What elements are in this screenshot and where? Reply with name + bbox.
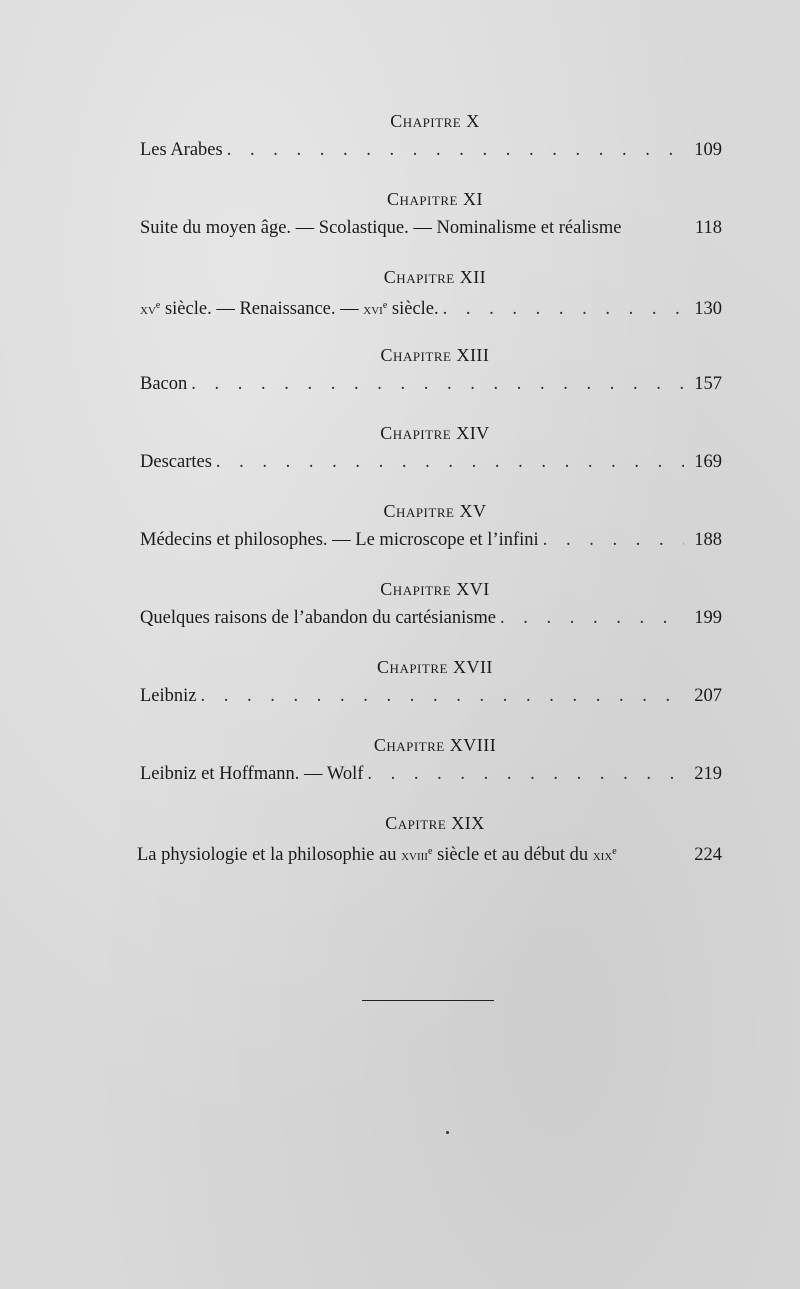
page-number: 157 <box>694 374 722 394</box>
toc-entry <box>140 748 722 800</box>
toc-chapter <box>140 732 722 810</box>
ink-speck <box>446 1131 449 1134</box>
page-number: 224 <box>694 845 722 865</box>
entry-title: $xv^e$ siècle. — Renaissance. — xvi$^e$ siècle. <box>140 299 439 319</box>
toc-chapter <box>140 420 722 498</box>
toc-chapter <box>140 108 722 186</box>
toc-entry <box>140 202 722 254</box>
dot-leader <box>216 436 684 488</box>
dot-leader <box>227 124 684 176</box>
entry-title: Bacon <box>140 374 188 394</box>
toc-chapter <box>137 810 722 888</box>
toc-entry <box>140 436 722 488</box>
chapter-heading: Chapitre XVII <box>377 657 493 677</box>
page-number: 207 <box>694 686 722 706</box>
toc-entry <box>140 358 722 410</box>
toc-entry <box>140 670 722 722</box>
toc-chapter <box>140 576 722 654</box>
chapter-heading: Chapitre XV <box>383 501 487 521</box>
toc-chapter <box>140 654 722 732</box>
toc-entry <box>140 592 722 644</box>
toc-chapter <box>140 498 722 576</box>
entry-title: Leibniz et Hoffmann. — Wolf <box>140 764 364 784</box>
chapter-heading: Chapitre XVI <box>380 579 490 599</box>
dot-leader <box>543 514 684 566</box>
page-number: 118 <box>694 218 722 238</box>
entry-title: Suite du moyen âge. — Scolastique. — Nominalisme et réalisme <box>140 218 622 238</box>
page-number: 199 <box>694 608 722 628</box>
page-number: 109 <box>694 140 722 160</box>
dot-leader <box>443 283 684 335</box>
chapter-heading: Chapitre XI <box>387 189 483 209</box>
chapter-heading: Chapitre XIII <box>380 345 490 365</box>
chapter-heading: Chapitre X <box>390 111 480 131</box>
chapter-heading: Chapitre XII <box>383 267 487 287</box>
toc-chapter <box>140 264 722 342</box>
toc-chapter <box>140 186 722 264</box>
entry-title: Médecins et philosophes. — Le microscope et l’infini <box>140 530 539 550</box>
entry-title: Descartes <box>140 452 212 472</box>
chapter-heading: Chapitre XIV <box>380 423 490 443</box>
toc-entry <box>137 826 722 878</box>
closing-rule <box>362 1000 494 1001</box>
page-number: 169 <box>694 452 722 472</box>
chapter-heading: Chapitre XVIII <box>373 735 497 755</box>
toc-entry <box>140 280 722 332</box>
toc-chapter <box>140 342 722 420</box>
page-number: 130 <box>694 299 722 319</box>
table-of-contents <box>137 108 722 888</box>
entry-title: Leibniz <box>140 686 197 706</box>
page-number: 188 <box>694 530 722 550</box>
toc-entry <box>140 514 722 566</box>
entry-title: Quelques raisons de l’abandon du cartésianisme <box>140 608 497 628</box>
page-number: 219 <box>694 764 722 784</box>
chapter-heading: Capitre XIX <box>385 813 485 833</box>
dot-leader <box>367 748 684 800</box>
dot-leader <box>500 592 684 644</box>
entry-title: La physiologie et la philosophie au xviii$^e$ siècle et au début du xix$^e$ <box>137 845 617 865</box>
toc-entry <box>140 124 722 176</box>
dot-leader <box>191 358 684 410</box>
entry-title: Les Arabes <box>140 140 223 160</box>
dot-leader <box>201 670 684 722</box>
